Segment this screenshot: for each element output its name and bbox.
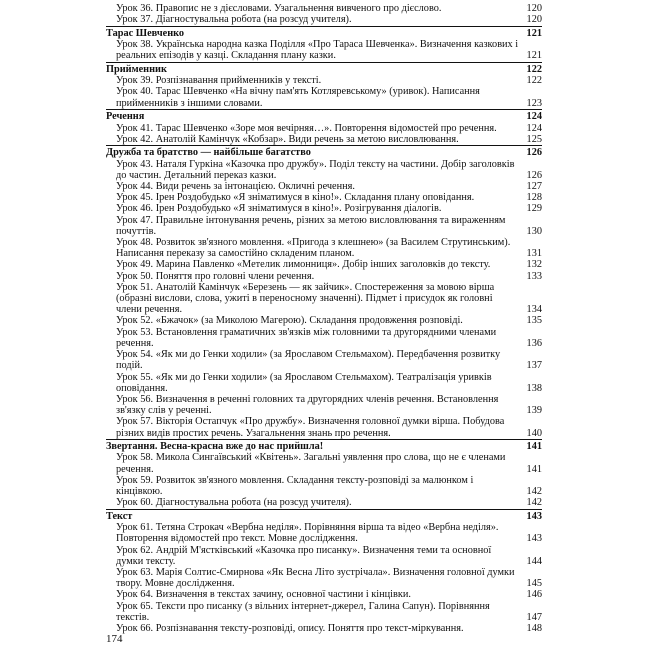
toc-page-number: 125: [526, 133, 542, 145]
toc-entry-title: Урок 59. Розвиток зв'язного мовлення. Складання тексту-розповіді за малюнком і кінцівкою.: [116, 474, 474, 498]
toc-lesson-entry: [106, 123, 542, 134]
toc-page-number: 120: [526, 14, 542, 26]
toc-entry-title: Урок 50. Поняття про головні члени речення.: [116, 270, 315, 282]
toc-lesson-entry: [106, 259, 542, 270]
toc-page-number: 146: [526, 589, 542, 601]
toc-entry-title: Урок 60. Діагностувальна робота (на розсуд учителя).: [116, 497, 352, 509]
toc-entry-title: Текст: [106, 510, 133, 522]
toc-lesson-entry: [106, 315, 542, 326]
toc-entry-title: Урок 51. Анатолій Камінчук «Березень — як зайчик». Спостереження за мовою вірша (образні вислови, слова, ужиті в переносному значенні). Підмет і присудок як головні члени речення.: [116, 281, 495, 316]
toc-section-heading: [106, 509, 542, 522]
toc-section-heading: [106, 62, 542, 75]
toc-page-number: 145: [526, 578, 542, 590]
toc-entry-title: Урок 66. Розпізнавання тексту-розповіді, опису. Поняття про текст-міркування.: [116, 622, 464, 634]
toc-page-number: 128: [526, 192, 542, 204]
toc-lesson-entry: [106, 623, 542, 634]
toc-entry-title: Тарас Шевченко: [106, 27, 185, 39]
toc-page-number: 126: [526, 169, 542, 181]
toc-entry-title: Урок 37. Діагностувальна робота (на розсуд учителя).: [116, 14, 352, 26]
toc-lesson-entry: [106, 497, 542, 508]
toc-page-number: 143: [526, 510, 542, 522]
toc-lesson-entry: [106, 282, 542, 316]
toc-lesson-entry: [106, 134, 542, 145]
toc-lesson-entry: [106, 86, 542, 108]
toc-entry-title: Урок 63. Марія Солтис-Смирнова «Як Весна Літо зустрічала». Визначення головної думки твору. Мовне дослідження.: [116, 566, 515, 590]
toc-entry-title: Прийменник: [106, 64, 167, 76]
toc-section-heading: [106, 439, 542, 452]
toc-entry-title: Звертання. Весна-красна вже до нас прийшла!: [106, 441, 324, 453]
toc-page-number: 141: [526, 463, 542, 475]
toc-page-number: 122: [526, 64, 542, 76]
toc-lesson-entry: [106, 39, 542, 61]
toc-page-number: 133: [526, 270, 542, 282]
toc-entry-title: Урок 45. Ірен Роздобудько «Я зніматимуся в кіно!». Складання плану оповідання.: [116, 192, 475, 204]
toc-page-number: 148: [526, 622, 542, 634]
toc-entry-title: Урок 64. Визначення в текстах зачину, основної частини і кінцівки.: [116, 589, 411, 601]
toc-page-number: 126: [526, 147, 542, 159]
toc-entry-title: Урок 53. Встановлення граматичних зв'язків між головними та другорядними членами речення.: [116, 326, 497, 349]
toc-page-number: 134: [526, 304, 542, 316]
toc-entry-title: Урок 47. Правильне інтонування речень, різних за метою висловлювання та вираженням почуттів.: [116, 214, 506, 237]
toc-lesson-entry: [106, 14, 542, 25]
toc-page-number: 129: [526, 203, 542, 215]
toc-page-number: 124: [526, 122, 542, 134]
toc-page-number: 141: [526, 441, 542, 453]
toc-page-number: 142: [526, 497, 542, 509]
toc-lesson-entry: [106, 192, 542, 203]
toc-entry-title: Урок 38. Українська народна казка Поділля «Про Тараса Шевченка». Визначення казкових і реальних епізодів у казці. Складання плану казки.: [116, 39, 519, 62]
toc-page-number: 131: [526, 248, 542, 260]
toc-lesson-entry: [106, 327, 542, 349]
toc-entry-title: Урок 39. Розпізнавання прийменників у тексті.: [116, 75, 322, 87]
toc-lesson-entry: [106, 159, 542, 181]
toc-lesson-entry: [106, 452, 542, 474]
toc-lesson-entry: [106, 372, 542, 394]
toc-page-number: 124: [526, 111, 542, 123]
toc-page-number: 137: [526, 360, 542, 372]
toc-page-number: 130: [526, 225, 542, 237]
toc-page-number: 140: [526, 427, 542, 439]
toc-lesson-entry: [106, 271, 542, 282]
toc-entry-title: Урок 48. Розвиток зв'язного мовлення. «Пригода з клешнею» (за Василем Струтинським). Написання переказу за самостійно складеним планом.: [116, 237, 511, 260]
toc-lesson-entry: [106, 416, 542, 438]
toc-page-number: 138: [526, 382, 542, 394]
toc-entry-title: Урок 61. Тетяна Строкач «Вербна неділя». Порівняння вірша та відео «Вербна неділя». Повторення відомостей про текст. Мовне дослідження.: [116, 522, 499, 545]
toc-lesson-entry: [106, 522, 542, 544]
toc-entry-title: Урок 54. «Як ми до Генки ходили» (за Ярославом Стельмахом). Передбачення розвитку подій.: [116, 349, 501, 372]
toc-section-heading: [106, 26, 542, 39]
toc-entry-title: Урок 56. Визначення в реченні головних та другорядних членів речення. Встановлення зв'язку слів у реченні.: [116, 393, 499, 417]
toc-entry-title: Урок 65. Тексти про писанку (з вільних інтернет-джерел, Галина Сапун). Порівняння текстів.: [116, 600, 490, 623]
toc-lesson-entry: [106, 545, 542, 567]
toc-entry-title: Дружба та братство — найбільше багатство: [106, 147, 311, 159]
toc-lesson-entry: [106, 237, 542, 259]
toc-section-heading: [106, 145, 542, 158]
toc-entry-title: Урок 55. «Як ми до Генки ходили» (за Ярославом Стельмахом). Театралізація уривків оповідання.: [116, 371, 492, 394]
toc-lesson-entry: [106, 215, 542, 237]
toc-entry-title: Урок 58. Микола Сингаївський «Квітень». Загальні уявлення про слова, що не є членами речення.: [116, 452, 506, 475]
toc-entry-title: Урок 41. Тарас Шевченко «Зоре моя вечірняя…». Повторення відомостей про речення.: [116, 122, 497, 134]
toc-entry-title: Урок 44. Види речень за інтонацією. Окличні речення.: [116, 181, 355, 193]
toc-lesson-entry: [106, 601, 542, 623]
toc-entry-title: Урок 57. Вікторія Остапчук «Про дружбу». Визначення головної думки вірша. Побудова різних видів простих речень. Узагальнення знань про речення.: [116, 416, 505, 439]
toc-lesson-entry: [106, 181, 542, 192]
toc-page-number: 120: [526, 3, 542, 14]
toc-entry-title: Урок 42. Анатолій Камінчук «Кобзар». Види речень за метою висловлювання.: [116, 133, 459, 145]
toc-page-number: 147: [526, 611, 542, 623]
toc-page-number: 132: [526, 259, 542, 271]
toc-page-number: 139: [526, 405, 542, 417]
toc-page-number: 135: [526, 315, 542, 327]
toc-entry-title: Урок 52. «Бжачок» (за Миколою Магерою). Складання продовження розповіді.: [116, 315, 463, 327]
toc-page-number: 143: [526, 533, 542, 545]
toc-page-number: 121: [526, 27, 542, 39]
toc-entry-title: Урок 43. Наталя Гуркіна «Казочка про дружбу». Поділ тексту на частини. Добір заголовків до частин. Детальний переказ казки.: [116, 158, 515, 181]
toc-page-number: 122: [526, 75, 542, 87]
toc-lesson-entry: [106, 3, 542, 14]
toc-entry-title: Урок 49. Марина Павленко «Метелик лимонниця». Добір інших заголовків до тексту.: [116, 259, 491, 271]
toc-page-number: 142: [526, 486, 542, 498]
toc-lesson-entry: [106, 203, 542, 214]
toc-lesson-entry: [106, 589, 542, 600]
toc-page-number: 144: [526, 555, 542, 567]
toc-page-number: 121: [526, 50, 542, 62]
toc-entry-title: Урок 40. Тарас Шевченко «На вічну пам'ять Котляревському» (уривок). Написання прийменників з іншими словами.: [116, 86, 480, 109]
toc-page-number: 127: [526, 181, 542, 193]
toc-page-number: 136: [526, 337, 542, 349]
toc-lesson-entry: [106, 567, 542, 589]
toc-section-heading: [106, 109, 542, 122]
toc-lesson-entry: [106, 475, 542, 497]
toc-lesson-entry: [106, 394, 542, 416]
toc-lesson-entry: [106, 349, 542, 371]
toc-entry-title: Урок 62. Андрій М'ястківський «Казочка про писанку». Визначення теми та основної думки тексту.: [116, 544, 492, 567]
page-number: 174: [106, 633, 123, 645]
toc-lesson-entry: [106, 75, 542, 86]
toc-page-number: 123: [526, 97, 542, 109]
toc-entry-title: Речення: [106, 111, 145, 123]
table-of-contents: [106, 3, 542, 634]
toc-entry-title: Урок 36. Правопис не з дієсловами. Узагальнення вивченого про дієслово.: [116, 3, 442, 14]
toc-entry-title: Урок 46. Ірен Роздобудько «Я зніматимуся в кіно!». Розігрування діалогів.: [116, 203, 442, 215]
